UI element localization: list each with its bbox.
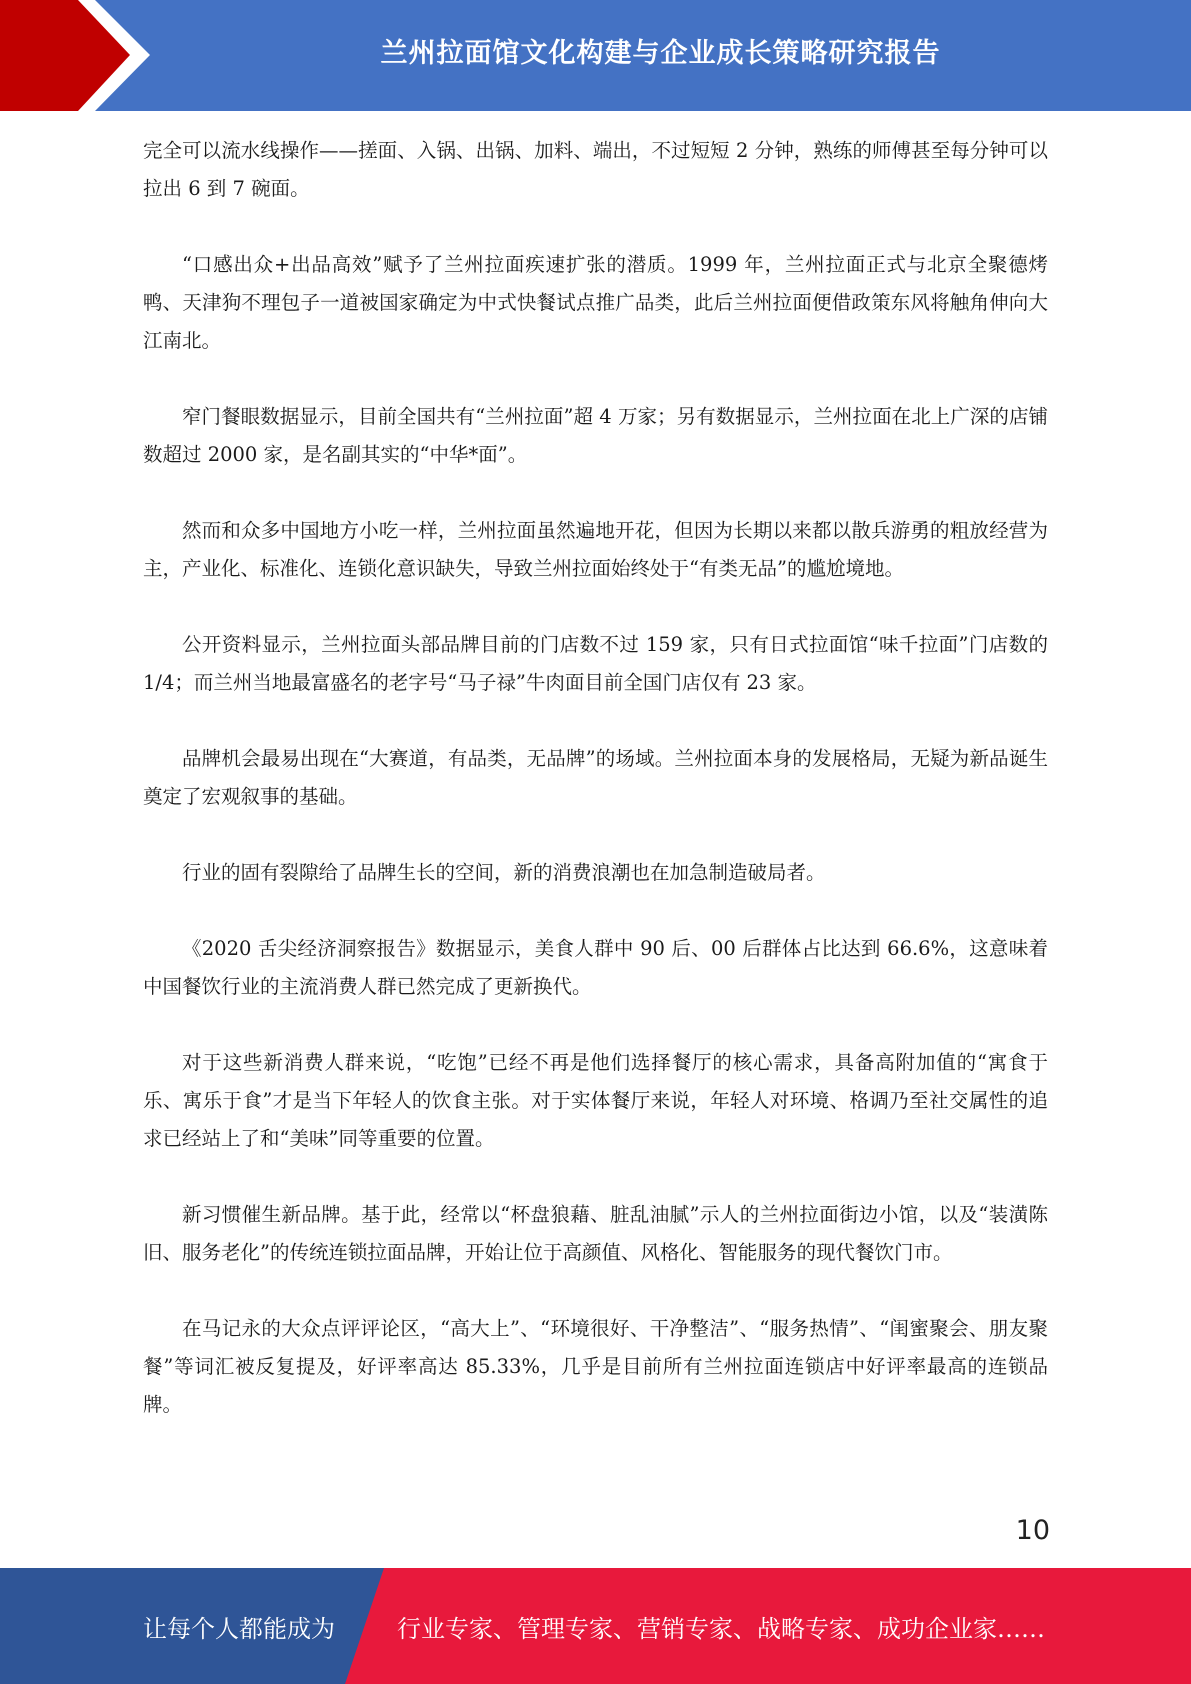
paragraph: 行业的固有裂隙给了品牌生长的空间，新的消费浪潮也在加急制造破局者。 xyxy=(182,861,826,884)
header-band xyxy=(0,0,1191,111)
document-body xyxy=(143,132,1048,1462)
paragraph: 《2020 舌尖经济洞察报告》数据显示，美食人群中 90 后、00 后群体占比达到 66.6%，这意味着中国餐饮行业的主流消费人群已然完成了更新换代。 xyxy=(143,937,1048,998)
paragraph: 然而和众多中国地方小吃一样，兰州拉面虽然遍地开花，但因为长期以来都以散兵游勇的粗放经营为主，产业化、标准化、连锁化意识缺失，导致兰州拉面始终处于“有类无品”的尴尬境地。 xyxy=(143,519,1048,580)
paragraph: 窄门餐眼数据显示，目前全国共有“兰州拉面”超 4 万家；另有数据显示，兰州拉面在北上广深的店铺数超过 2000 家，是名副其实的“中华*面”。 xyxy=(143,405,1048,466)
red-chevron-ribbon xyxy=(0,0,160,111)
paragraph: 品牌机会最易出现在“大赛道，有品类，无品牌”的场域。兰州拉面本身的发展格局，无疑为新品诞生奠定了宏观叙事的基础。 xyxy=(143,747,1048,808)
footer-slogan-left: 让每个人都能成为 xyxy=(143,1614,335,1643)
report-title: 兰州拉面馆文化构建与企业成长策略研究报告 xyxy=(380,37,941,69)
footer-band xyxy=(0,1568,1191,1684)
paragraph: 在马记永的大众点评评论区，“高大上”、“环境很好、干净整洁”、“服务热情”、“闺蜜聚会、朋友聚餐”等词汇被反复提及，好评率高达 85.33%，几乎是目前所有兰州拉面连锁店中好评率最高的连锁品牌。 xyxy=(143,1317,1048,1416)
paragraph: “口感出众+出品高效”赋予了兰州拉面疾速扩张的潜质。1999 年，兰州拉面正式与北京全聚德烤鸭、天津狗不理包子一道被国家确定为中式快餐试点推广品类，此后兰州拉面便借政策东风将触角伸向大江南北。 xyxy=(143,253,1048,352)
paragraph: 新习惯催生新品牌。基于此，经常以“杯盘狼藉、脏乱油腻”示人的兰州拉面街边小馆，以及“装潢陈旧、服务老化”的传统连锁拉面品牌，开始让位于高颜值、风格化、智能服务的现代餐饮门市。 xyxy=(143,1203,1048,1264)
paragraph: 对于这些新消费人群来说，“吃饱”已经不再是他们选择餐厅的核心需求，具备高附加值的“寓食于乐、寓乐于食”才是当下年轻人的饮食主张。对于实体餐厅来说，年轻人对环境、格调乃至社交属性的追求已经站上了和“美味”同等重要的位置。 xyxy=(143,1051,1048,1150)
paragraph: 完全可以流水线操作——搓面、入锅、出锅、加料、端出，不过短短 2 分钟，熟练的师傅甚至每分钟可以拉出 6 到 7 碗面。 xyxy=(143,139,1048,200)
footer-slogan-right: 行业专家、管理专家、营销专家、战略专家、成功企业家…… xyxy=(397,1614,1045,1643)
paragraph: 公开资料显示，兰州拉面头部品牌目前的门店数不过 159 家，只有日式拉面馆“味千拉面”门店数的 1/4；而兰州当地最富盛名的老字号“马子禄”牛肉面目前全国门店仅有 23 家。 xyxy=(143,633,1048,694)
page-number: 10 xyxy=(1015,1515,1050,1546)
